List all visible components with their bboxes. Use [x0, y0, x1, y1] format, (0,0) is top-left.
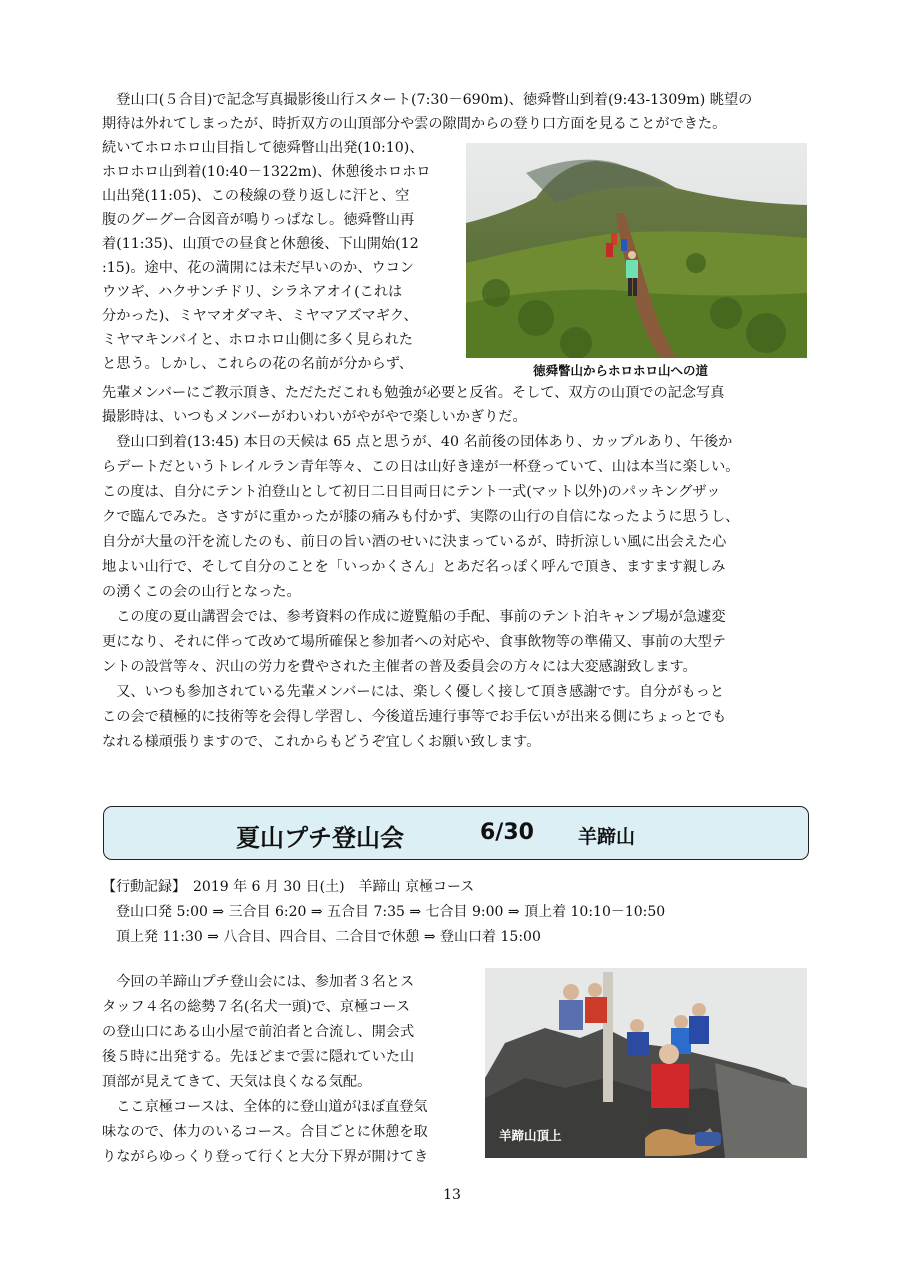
text-line: 山出発(11:05)、この稜線の登り返しに汗と、空: [102, 188, 410, 204]
text-line: タッフ４名の総勢７名(名犬一頭)で、京極コース: [102, 999, 411, 1015]
text-line: 頂部が見えてきて、天気は良くなる気配。: [102, 1074, 372, 1090]
section-banner: [103, 806, 809, 860]
text-line: ントの設営等々、沢山の労力を費やされた主催者の普及委員会の方々には大変感謝致します。: [102, 659, 697, 675]
text-line: ウツギ、ハクサンチドリ、シラネアオイ(これは: [102, 284, 403, 300]
text-line: :15)。途中、花の満開には未だ早いのか、ウコン: [102, 260, 415, 276]
summit-photo: [485, 968, 807, 1158]
text-line: 登山口到着(13:45) 本日の天候は 65 点と思うが、40 名前後の団体あり、カップルあり、午後か: [102, 434, 733, 450]
text-line: りながらゆっくり登って行くと大分下界が開けてき: [102, 1149, 429, 1165]
text-line: 撮影時は、いつもメンバーがわいわいがやがやで楽しいかぎりだ。: [102, 409, 527, 425]
banner-title: 夏山プチ登山会: [236, 824, 404, 852]
banner-mountain: 羊蹄山: [578, 826, 636, 848]
text-line: クで臨んでみた。さすがに重かったが膝の痛みも付かず、実際の山行の自信になったように思うし、: [102, 509, 740, 525]
record-line: 頂上発 11:30 ⇒ 八合目、四合目、二合目で休憩 ⇒ 登山口着 15:00: [102, 929, 541, 945]
text-line: ミヤマキンバイと、ホロホロ山側に多く見られた: [102, 332, 413, 348]
record-line: 【行動記録】 2019 年 6 月 30 日(土) 羊蹄山 京極コース: [102, 879, 475, 895]
text-line: 期待は外れてしまったが、時折双方の山頂部分や雲の隙間からの登り口方面を見ることができた。: [102, 116, 727, 132]
record-line: 登山口発 5:00 ⇒ 三合目 6:20 ⇒ 五合目 7:35 ⇒ 七合目 9:00 ⇒ 頂上着 10:10－10:50: [102, 904, 666, 920]
text-line: の湧くこの会の山行となった。: [102, 584, 301, 600]
text-line: 更になり、それに伴って改めて場所確保と参加者への対応や、食事飲物等の準備又、事前の大型テ: [102, 634, 726, 650]
text-line: 着(11:35)、山頂での昼食と休憩後、下山開始(12: [102, 236, 419, 252]
text-line: 地よい山行で、そして自分のことを「いっかくさん」とあだ名っぽく呼んで頂き、ますます親しみ: [102, 559, 726, 575]
trail-photo: [466, 143, 807, 358]
text-line: この度の夏山講習会では、参考資料の作成に遊覧船の手配、事前のテント泊キャンプ場が急遽変: [102, 609, 726, 625]
text-line: ここ京極コースは、全体的に登山道がほぼ直登気: [102, 1099, 428, 1115]
text-line: この度は、自分にテント泊登山として初日二日目両日にテント一式(マット以外)のパッキングザッ: [102, 484, 721, 500]
summit-photo-caption: 羊蹄山頂上: [499, 1128, 562, 1143]
page-number: 13: [443, 1187, 461, 1203]
text-line: 先輩メンバーにご教示頂き、ただただこれも勉強が必要と反省。そして、双方の山頂での記念写真: [102, 385, 725, 401]
text-line: 後５時に出発する。先ほどまで雲に隠れていた山: [102, 1049, 415, 1065]
banner-date: 6/30: [480, 820, 534, 845]
text-line: 今回の羊蹄山プチ登山会には、参加者３名とス: [102, 974, 415, 990]
text-line: と思う。しかし、これらの花の名前が分からず、: [102, 356, 413, 372]
text-line: ホロホロ山到着(10:40－1322m)、休憩後ホロホロ: [102, 164, 431, 180]
trail-photo-caption: 徳舜瞥山からホロホロ山への道: [533, 363, 709, 378]
text-line: らデートだというトレイルラン青年等々、この日は山好き達が一杯登っていて、山は本当に楽しい。: [102, 459, 740, 475]
text-line: 分かった)、ミヤマオダマキ、ミヤマアズマギク、: [102, 308, 418, 324]
text-line: 自分が大量の汗を流したのも、前日の旨い酒のせいに決まっているが、時折涼しい風に出会えた心: [102, 534, 727, 550]
text-line: なれる様頑張りますので、これからもどうぞ宜しくお願い致します。: [102, 734, 541, 750]
text-line: の登山口にある山小屋で前泊者と合流し、開会式: [102, 1024, 415, 1040]
text-line: 味なので、体力のいるコース。合目ごとに休憩を取: [102, 1124, 428, 1140]
text-line: 登山口(５合目)で記念写真撮影後山行スタート(7:30－690m)、徳舜瞥山到着(9:43-1309m) 眺望の: [102, 92, 753, 108]
text-line: 続いてホロホロ山目指して徳舜瞥山出発(10:10)、: [102, 140, 424, 156]
text-line: 又、いつも参加されている先輩メンバーには、楽しく優しく接して頂き感謝です。自分がもっと: [102, 684, 725, 700]
text-line: この会で積極的に技術等を会得し学習し、今後道岳連行事等でお手伝いが出来る側にちょっとでも: [102, 709, 727, 725]
text-line: 腹のグーグー合図音が鳴りっぱなし。徳舜瞥山再: [102, 212, 415, 228]
